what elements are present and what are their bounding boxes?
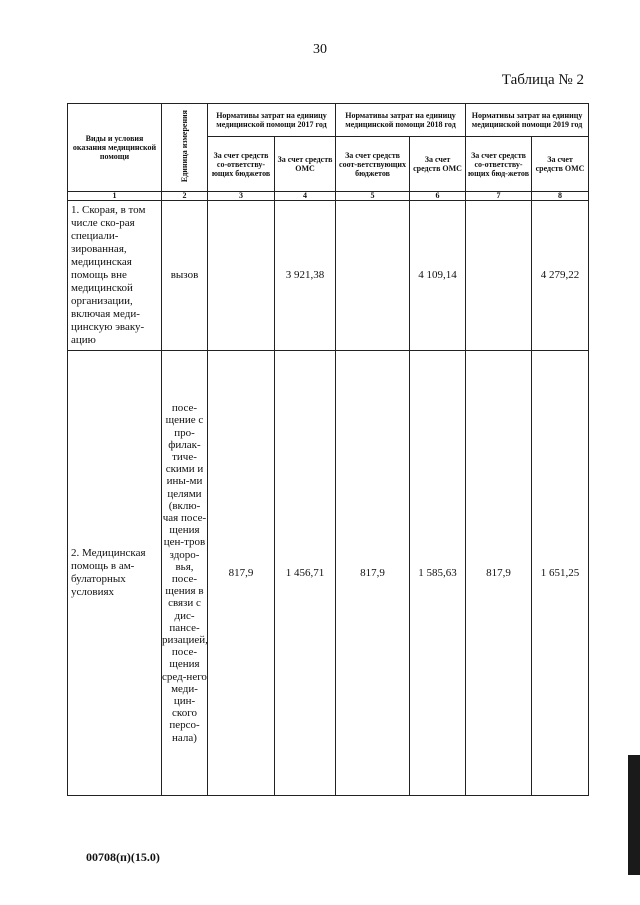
row-value xyxy=(208,201,275,351)
header-year-2018: Нормативы затрат на единицу медицинской помощи 2018 год xyxy=(336,104,466,137)
header-sub-budget-2018: За счет средств соот-ветствующих бюджетов xyxy=(336,137,410,192)
row-value: 3 921,38 xyxy=(275,201,336,351)
header-year-2017: Нормативы затрат на единицу медицинской помощи 2017 год xyxy=(208,104,336,137)
row-value xyxy=(336,201,410,351)
column-numbers-row xyxy=(68,192,589,201)
row-value: 4 279,22 xyxy=(532,201,589,351)
column-number: 6 xyxy=(410,192,466,201)
header-kind: Виды и условия оказания медицинской помощи xyxy=(68,104,162,192)
row-value: 1 651,25 xyxy=(532,351,589,796)
row-kind: 2. Медицинская помощь в ам-булаторных условиях xyxy=(68,351,162,796)
scan-edge-mark xyxy=(628,755,640,875)
header-sub-oms-2019: За счет средств ОМС xyxy=(532,137,589,192)
norms-table xyxy=(67,103,589,796)
row-value: 1 585,63 xyxy=(410,351,466,796)
table-caption: Таблица № 2 xyxy=(501,72,584,88)
page-number: 30 xyxy=(313,42,327,57)
row-value: 817,9 xyxy=(336,351,410,796)
header-unit xyxy=(162,104,208,192)
row-value: 817,9 xyxy=(466,351,532,796)
header-sub-budget-2017: За счет средств со-ответству-ющих бюджетов xyxy=(208,137,275,192)
column-number: 2 xyxy=(162,192,208,201)
row-kind: 1. Скорая, в том числе ско-рая специали-зированная, медицинская помощь вне медицинской организации, включая меди-цинскую эваку-ацию xyxy=(68,201,162,351)
row-unit: вызов xyxy=(162,201,208,351)
header-sub-oms-2018: За счет средств ОМС xyxy=(410,137,466,192)
header-sub-budget-2019: За счет средств со-ответству-ющих бюд-жетов xyxy=(466,137,532,192)
row-value: 1 456,71 xyxy=(275,351,336,796)
row-unit: посе-щение с про-филак-тиче-скими и ины-ми целями (вклю-чая посе-щения цен-тров здоро-вья, посе-щения в связи с дис-пансе-ризацией, посе-щения сред-него меди-цин-ского персо-нала) xyxy=(162,351,208,796)
column-number: 4 xyxy=(275,192,336,201)
table-row xyxy=(68,351,589,796)
header-unit-label: Единица измерения xyxy=(180,110,189,183)
header-sub-oms-2017: За счет средств ОМС xyxy=(275,137,336,192)
table-row xyxy=(68,201,589,351)
column-number: 1 xyxy=(68,192,162,201)
row-value xyxy=(466,201,532,351)
column-number: 7 xyxy=(466,192,532,201)
column-number: 3 xyxy=(208,192,275,201)
row-value: 817,9 xyxy=(208,351,275,796)
column-number: 8 xyxy=(532,192,589,201)
header-year-2019: Нормативы затрат на единицу медицинской помощи 2019 год xyxy=(466,104,589,137)
column-number: 5 xyxy=(336,192,410,201)
footer-code: 00708(п)(15.0) xyxy=(86,850,160,864)
row-value: 4 109,14 xyxy=(410,201,466,351)
